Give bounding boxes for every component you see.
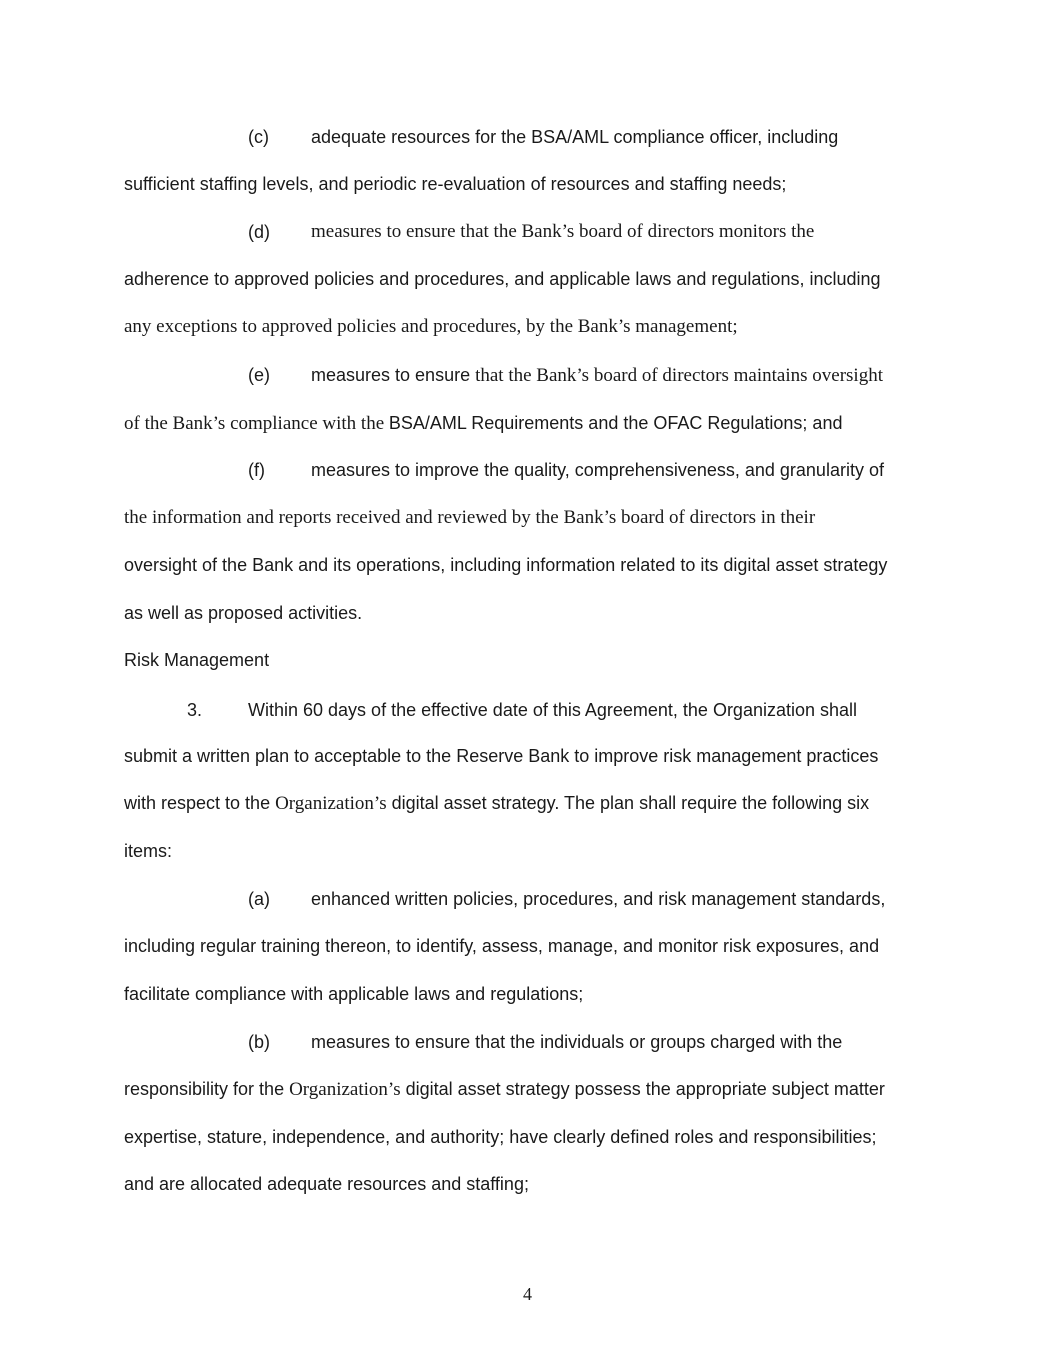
- item-e-line-1a: measures to ensure: [311, 365, 476, 385]
- paragraph-3-line-2: submit a written plan to acceptable to the Reserve Bank to improve risk management practices: [124, 746, 879, 766]
- paragraph-3-number: 3.: [187, 700, 203, 720]
- item-d-line-3: any exceptions to approved policies and procedures, by the Bank’s management;: [124, 316, 738, 337]
- subitem-b-line-4: and are allocated adequate resources and staffing;: [124, 1174, 529, 1194]
- section-heading: Risk Management: [124, 650, 270, 670]
- subitem-a-line-1: enhanced written policies, procedures, and risk management standards,: [311, 889, 886, 909]
- item-c-line-1: adequate resources for the BSA/AML compliance officer, including: [311, 127, 839, 147]
- item-c-line-2: sufficient staffing levels, and periodic re-evaluation of resources and staffing needs;: [124, 174, 787, 194]
- paragraph-3-line-3a: with respect to the: [124, 793, 276, 813]
- subitem-b-line-2: [124, 1076, 885, 1102]
- item-e-marker: (e): [248, 365, 270, 385]
- paragraph-3-line-1: Within 60 days of the effective date of this Agreement, the Organization shall: [248, 700, 858, 720]
- item-f-marker: (f): [248, 460, 265, 480]
- item-e-line-1: [311, 362, 883, 388]
- item-f-line-1: measures to improve the quality, comprehensiveness, and granularity of: [311, 460, 884, 480]
- subitem-a-line-2: including regular training thereon, to identify, assess, manage, and monitor risk exposures, and: [124, 936, 880, 956]
- paragraph-3-line-3: [124, 790, 869, 816]
- item-c-marker: (c): [248, 127, 269, 147]
- subitem-a-line-3: facilitate compliance with applicable laws and regulations;: [124, 984, 584, 1004]
- paragraph-3-line-3c: digital asset strategy. The plan shall require the following six: [386, 793, 870, 813]
- subitem-a-marker: (a): [248, 889, 270, 909]
- item-d-marker: (d): [248, 222, 270, 242]
- page-number: 4: [523, 1284, 532, 1304]
- subitem-b-line-2c: digital asset strategy possess the appropriate subject matter: [400, 1079, 885, 1099]
- subitem-b-line-2a: responsibility for the: [124, 1079, 290, 1099]
- item-f-line-4: as well as proposed activities.: [124, 603, 363, 623]
- paragraph-3-line-4: items:: [124, 841, 173, 861]
- subitem-b-marker: (b): [248, 1032, 270, 1052]
- item-d-line-2: adherence to approved policies and procedures, and applicable laws and regulations, including: [124, 269, 881, 289]
- item-d-line-1: measures to ensure that the Bank’s board of directors monitors the: [311, 221, 815, 242]
- item-e-line-2: [124, 410, 842, 436]
- item-e-line-1b: that the Bank’s board of directors maintains oversight: [475, 365, 883, 386]
- item-e-line-2b: BSA/AML Requirements and the OFAC Regulations; and: [388, 413, 843, 433]
- item-f-line-3: oversight of the Bank and its operations, including information related to its digital asset strategy: [124, 555, 888, 575]
- subitem-b-line-1: measures to ensure that the individuals or groups charged with the: [311, 1032, 843, 1052]
- subitem-b-line-3: expertise, stature, independence, and authority; have clearly defined roles and responsibilities;: [124, 1127, 877, 1147]
- item-e-line-2a: of the Bank’s compliance with the: [124, 413, 389, 434]
- subitem-b-line-2b: Organization’s: [289, 1079, 401, 1100]
- paragraph-3-line-3b: Organization’s: [275, 793, 387, 814]
- item-f-line-2: the information and reports received and reviewed by the Bank’s board of directors in their: [124, 507, 816, 528]
